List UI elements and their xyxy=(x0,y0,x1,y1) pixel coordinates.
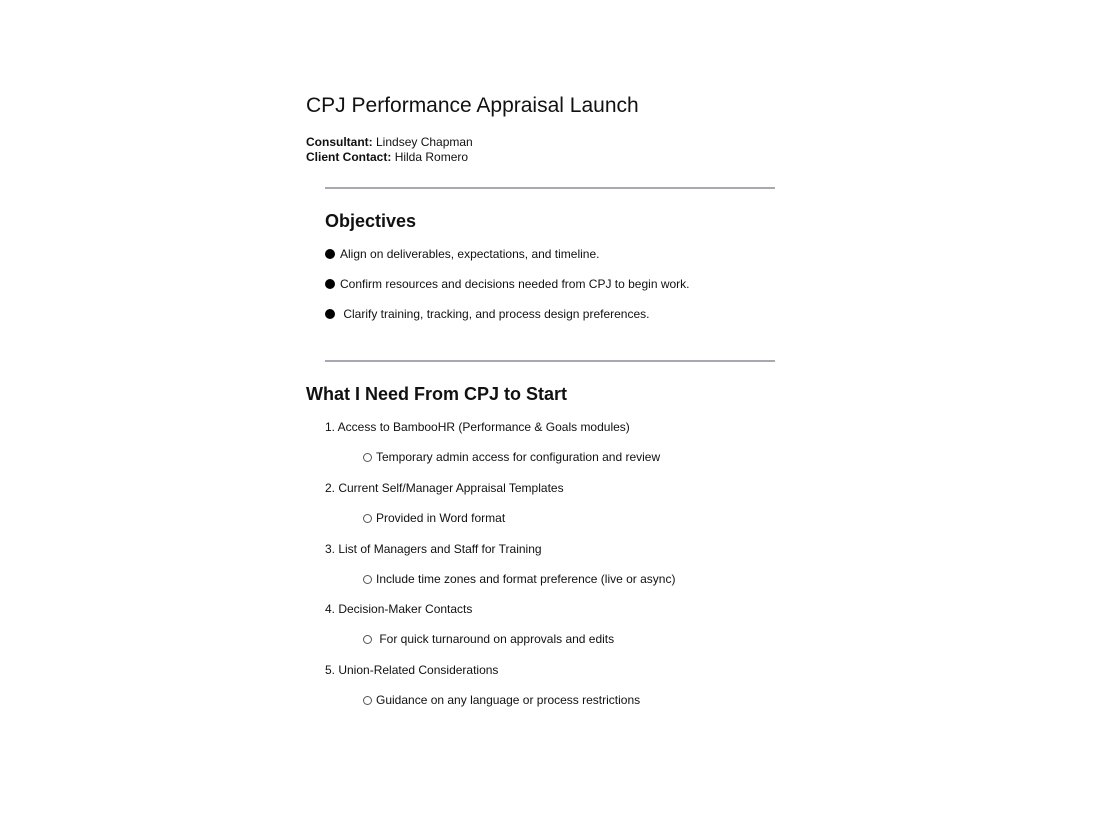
need-subitem xyxy=(363,693,640,707)
bullet-dot-icon xyxy=(325,279,335,289)
objectives-heading: Objectives xyxy=(325,211,417,231)
need-subitem xyxy=(363,450,660,464)
need-subitem xyxy=(363,632,614,646)
objective-item xyxy=(325,277,690,291)
need-subitem-text: Include time zones and format preference (live or async) xyxy=(376,572,676,586)
circle-bullet-icon xyxy=(363,453,372,462)
need-subitem-text: Provided in Word format xyxy=(376,511,506,525)
objective-text: Align on deliverables, expectations, and timeline. xyxy=(340,247,600,261)
divider xyxy=(325,360,775,362)
objective-item xyxy=(325,247,600,261)
client-contact-label: Client Contact: xyxy=(306,150,392,164)
need-subitem xyxy=(363,511,505,525)
objective-item xyxy=(325,307,650,321)
document-title: CPJ Performance Appraisal Launch xyxy=(306,94,639,117)
circle-bullet-icon xyxy=(363,635,372,644)
circle-bullet-icon xyxy=(363,696,372,705)
consultant-label: Consultant: xyxy=(306,135,373,149)
circle-bullet-icon xyxy=(363,575,372,584)
bullet-dot-icon xyxy=(325,249,335,259)
need-item: 2. Current Self/Manager Appraisal Templates xyxy=(325,481,564,495)
need-subitem xyxy=(363,572,675,586)
bullet-dot-icon xyxy=(325,309,335,319)
consultant-name: Lindsey Chapman xyxy=(376,135,473,149)
need-subitem-text: For quick turnaround on approvals and edits xyxy=(376,632,615,646)
circle-bullet-icon xyxy=(363,514,372,523)
need-subitem-text: Temporary admin access for configuration and review xyxy=(376,450,661,464)
divider xyxy=(325,187,775,189)
objective-text: Clarify training, tracking, and process design preferences. xyxy=(340,307,650,321)
consultant-line xyxy=(306,135,473,149)
objective-text: Confirm resources and decisions needed from CPJ to begin work. xyxy=(340,277,690,291)
client-contact-name: Hilda Romero xyxy=(394,150,469,164)
need-subitem-text: Guidance on any language or process restrictions xyxy=(376,693,641,707)
client-contact-line xyxy=(306,150,468,164)
need-item: 5. Union-Related Considerations xyxy=(325,663,499,677)
needs-heading: What I Need From CPJ to Start xyxy=(306,384,568,404)
need-item: 1. Access to BambooHR (Performance & Goals modules) xyxy=(325,420,630,434)
need-item: 3. List of Managers and Staff for Training xyxy=(325,542,542,556)
need-item: 4. Decision-Maker Contacts xyxy=(325,602,473,616)
